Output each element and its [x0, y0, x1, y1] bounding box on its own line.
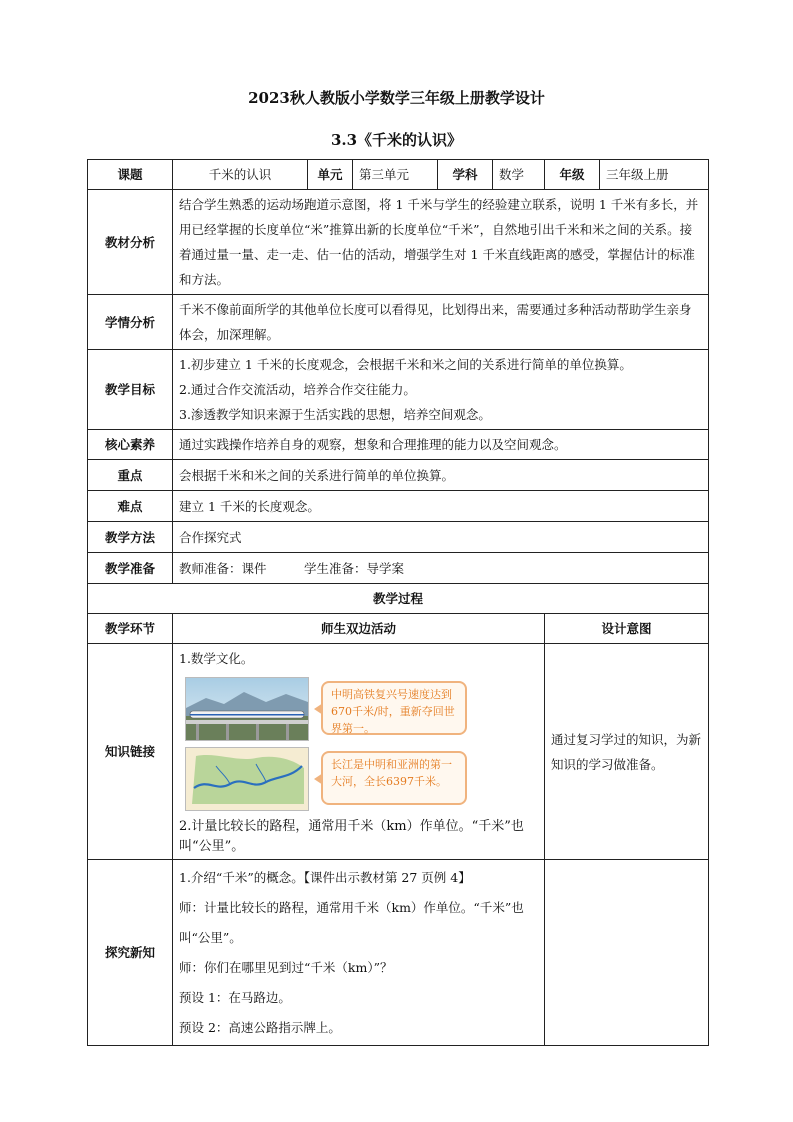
river-length-bubble: 长江是中明和亚洲的第一大河，全长6397千米。 [321, 751, 467, 805]
col-activity: 师生双边活动 [173, 614, 545, 644]
row-label: 教学准备 [88, 553, 173, 584]
activity-line: 师：计量比较长的路程，通常用千米（km）作单位。“千米”也叫“公里”。 [179, 899, 524, 945]
row-content: 教师准备：课件 学生准备：导学案 [173, 553, 709, 584]
river-figure [185, 747, 475, 811]
grade-label: 年级 [545, 160, 600, 190]
activity-line: 1.介绍“千米”的概念。【课件出示教材第 27 页例 4】 [179, 869, 471, 885]
row-label: 重点 [88, 460, 173, 491]
activity-item: 2.计量比较长的路程，通常用千米（km）作单位。“千米”也叫“公里”。 [179, 819, 524, 854]
row-difficulty [88, 491, 709, 522]
row-label: 教学目标 [88, 350, 173, 430]
row-content: 千米不像前面所学的其他单位长度可以看得见，比划得出来，需要通过多种活动帮助学生亲身体会，加深理解。 [173, 295, 709, 350]
grade-value: 三年级上册 [600, 160, 709, 190]
activity-line: 预设 2：高速公路指示牌上。 [179, 1019, 341, 1035]
intent-content [545, 860, 709, 1046]
activity-line: 预设 1：在马路边。 [179, 989, 291, 1005]
stage-label: 知识链接 [88, 644, 173, 860]
intent-content: 通过复习学过的知识，为新知识的学习做准备。 [545, 644, 709, 860]
train-speed-bubble: 中明高铁复兴号速度达到670千米/时，重新夺回世界第一。 [321, 681, 467, 735]
row-label: 学情分析 [88, 295, 173, 350]
row-label: 难点 [88, 491, 173, 522]
col-intent: 设计意图 [545, 614, 709, 644]
activity-content [173, 644, 545, 860]
lesson-subtitle: 3.3《千米的认识》 [330, 131, 463, 149]
row-teaching-goals [88, 350, 709, 430]
unit-label: 单元 [308, 160, 353, 190]
row-label: 教学方法 [88, 522, 173, 553]
process-heading-row [88, 584, 709, 614]
row-content: 结合学生熟悉的运动场跑道示意图，将 1 千米与学生的经验建立联系，说明 1 千米有多长，并用已经掌握的长度单位“米”推算出新的长度单位“千米”，自然地引出千米和米之间的关系。接着通过量一量、走一走、估一估的活动，增强学生对 1 千米直线距离的感受，掌握估计的标准和方法。 [173, 190, 709, 295]
row-knowledge-link [88, 644, 709, 860]
row-textbook-analysis [88, 190, 709, 295]
document-title: 2023秋人教版小学数学三年级上册教学设计 [248, 89, 545, 107]
row-label: 教材分析 [88, 190, 173, 295]
stage-label: 探究新知 [88, 860, 173, 1046]
river-map [185, 747, 309, 811]
row-key-point [88, 460, 709, 491]
unit-value: 第三单元 [353, 160, 438, 190]
subject-label: 学科 [438, 160, 493, 190]
row-student-analysis [88, 295, 709, 350]
row-content: 会根据千米和米之间的关系进行简单的单位换算。 [173, 460, 709, 491]
row-teaching-prep [88, 553, 709, 584]
train-figure [185, 677, 475, 741]
lesson-plan-table [87, 159, 709, 1046]
row-teaching-method [88, 522, 709, 553]
process-heading: 教学过程 [88, 584, 709, 614]
topic-value: 千米的认识 [173, 160, 308, 190]
row-content: 合作探究式 [173, 522, 709, 553]
activity-line: 师：你们在哪里见到过“千米（km）”？ [179, 959, 393, 975]
row-label: 核心素养 [88, 430, 173, 460]
col-stage: 教学环节 [88, 614, 173, 644]
row-content: 建立 1 千米的长度观念。 [173, 491, 709, 522]
row-content: 1.初步建立 1 千米的长度观念，会根据千米和米之间的关系进行简单的单位换算。 2.通过合作交流活动，培养合作交往能力。 3.渗透教学知识来源于生活实践的思想，培养空间观念。 [173, 350, 709, 430]
row-explore-new [88, 860, 709, 1046]
row-core-literacy [88, 430, 709, 460]
process-columns-row [88, 614, 709, 644]
subject-value: 数学 [493, 160, 545, 190]
topic-label: 课题 [88, 160, 173, 190]
row-content: 通过实践操作培养自身的观察，想象和合理推理的能力以及空间观念。 [173, 430, 709, 460]
header-row [88, 160, 709, 190]
train-photo [185, 677, 309, 741]
activity-content [173, 860, 545, 1046]
activity-item: 1.数学文化。 [179, 651, 254, 666]
